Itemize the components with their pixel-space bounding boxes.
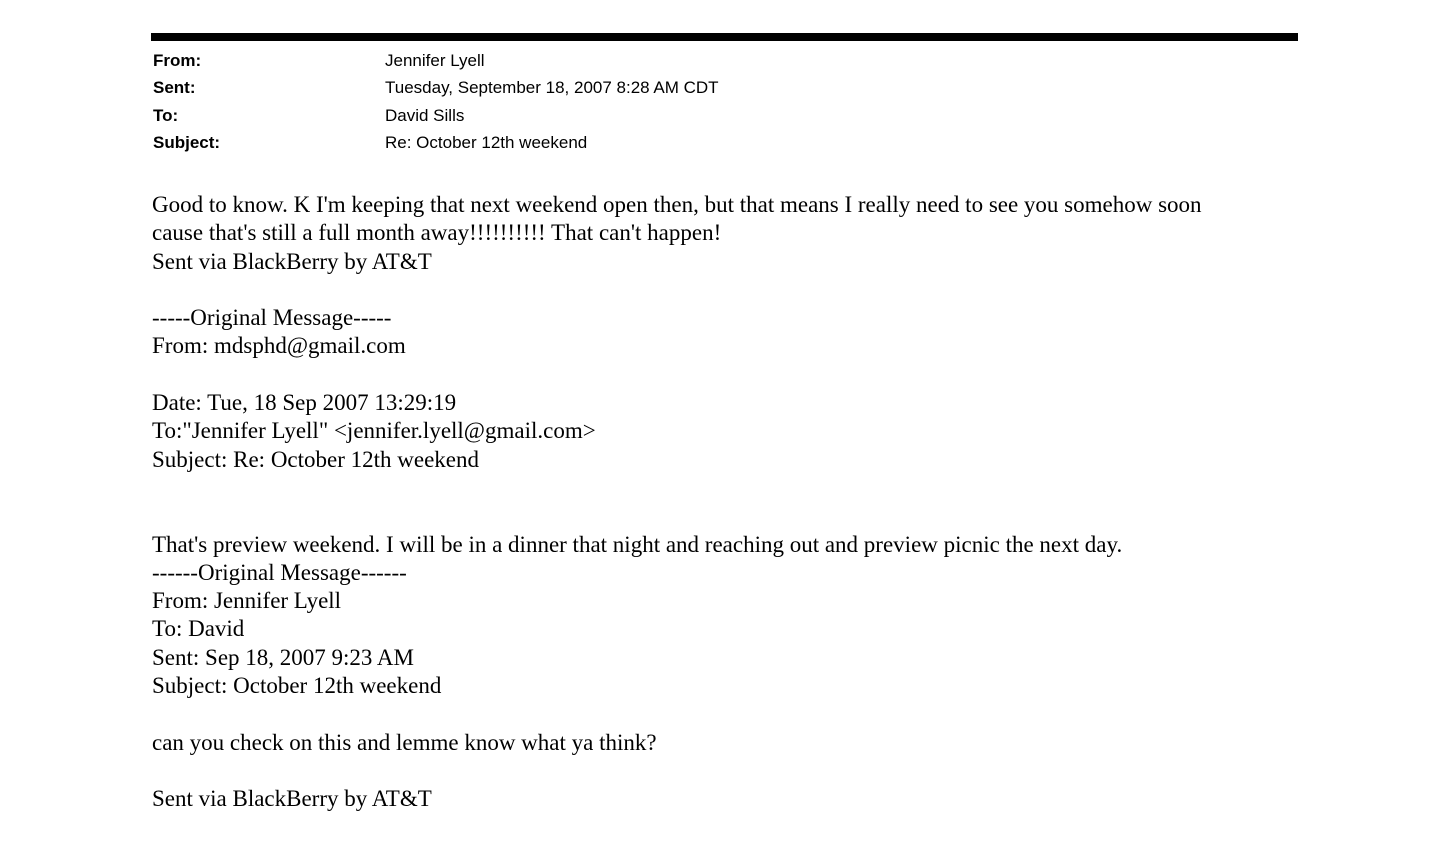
to-value: David Sills	[385, 105, 465, 125]
original-message-marker-1: -----Original Message-----	[152, 305, 392, 331]
header-row-from	[153, 47, 1293, 75]
reply-line-1: Good to know. K I'm keeping that next weekend open then, but that means I really need to see you somehow soon	[152, 192, 1202, 217]
email-body	[152, 191, 1302, 814]
spacer	[152, 757, 1302, 785]
header-row-subject	[153, 130, 1293, 158]
from-value: Jennifer Lyell	[385, 50, 485, 70]
spacer	[152, 276, 1302, 304]
to-label: To:	[153, 105, 179, 125]
original-2-from: From: Jennifer Lyell	[152, 588, 342, 614]
original-message-marker-2: ------Original Message------	[152, 559, 407, 585]
subject-label: Subject:	[153, 133, 221, 153]
sent-value: Tuesday, September 18, 2007 8:28 AM CDT	[385, 78, 719, 98]
original-2-text: can you check on this and lemme know what ya think?	[152, 729, 657, 755]
original-2-sent: Sent: Sep 18, 2007 9:23 AM	[152, 644, 414, 670]
original-1-text: That's preview weekend. I will be in a dinner that night and reaching out and preview picnic the next day.	[152, 531, 1123, 557]
email-header	[153, 47, 1293, 157]
spacer	[152, 474, 1302, 502]
spacer	[152, 700, 1302, 728]
original-1-to: To:"Jennifer Lyell" <jennifer.lyell@gmail.com>	[152, 418, 596, 444]
original-2-subject: Subject: October 12th weekend	[152, 673, 442, 699]
subject-value: Re: October 12th weekend	[385, 133, 588, 153]
original-1-from: From: mdsphd@gmail.com	[152, 333, 406, 359]
spacer	[152, 502, 1302, 530]
from-label: From:	[153, 50, 202, 70]
original-2-to: To: David	[152, 616, 245, 642]
original-1-subject: Subject: Re: October 12th weekend	[152, 446, 480, 472]
header-row-to	[153, 102, 1293, 130]
header-row-sent	[153, 75, 1293, 103]
original-2-signature: Sent via BlackBerry by AT&T	[152, 786, 432, 812]
spacer	[152, 361, 1302, 389]
sent-label: Sent:	[153, 78, 196, 98]
reply-signature: Sent via BlackBerry by AT&T	[152, 248, 432, 274]
header-rule	[151, 33, 1298, 41]
original-1-date: Date: Tue, 18 Sep 2007 13:29:19	[152, 390, 457, 416]
reply-line-2: cause that's still a full month away!!!!!!!!!! That can't happen!	[152, 220, 722, 246]
